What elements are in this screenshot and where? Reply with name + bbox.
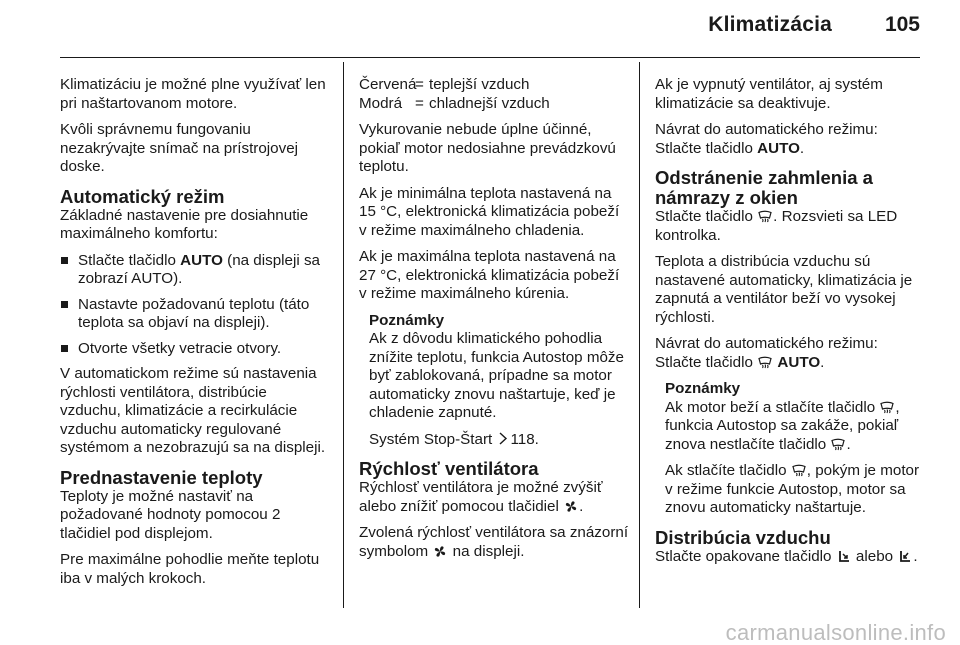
legend-red-value: teplejší vzduch	[429, 76, 530, 93]
legend-equals: =	[415, 76, 424, 93]
column-divider	[343, 62, 344, 608]
watermark: carmanualsonline.info	[725, 619, 946, 645]
column-right	[655, 76, 923, 574]
paragraph: Stlačte opakovane tlačidlo alebo .	[655, 547, 918, 565]
note-text: Ak stlačíte tlačidlo , pokým je motor v režime funkcie Autostop, motor sa znovu automaticky naštartuje.	[665, 462, 920, 516]
heading-air-distribution: Distribúcia vzduchu	[655, 526, 831, 548]
column-left	[60, 76, 330, 596]
paragraph: Klimatizáciu je možné plne využívať len pri naštartovanom motore.	[60, 76, 326, 112]
list-item: Otvorte všetky vetracie otvory.	[60, 340, 330, 359]
paragraph: Vykurovanie nebude úplne účinné, pokiaľ motor nedosiahne prevádzkovú teplotu.	[359, 121, 616, 175]
bullet-icon	[61, 345, 68, 352]
legend-blue-value: chladnejší vzduch	[429, 94, 550, 112]
paragraph: Ak je maximálna teplota nastavená na 27 °C, elektronická klimatizácia pobeží v režime maximálneho kúrenia.	[359, 248, 620, 302]
paragraph: Pre maximálne pohodlie meňte teplotu iba v malých krokoch.	[60, 551, 320, 587]
paragraph: Teplota a distribúcia vzduchu sú nastavené automaticky, klimatizácia je zapnutá a ventilátor beží vo vysokej rýchlosti.	[655, 253, 913, 326]
heading-temperature-preset: Prednastavenie teploty	[60, 466, 263, 488]
windshield-defrost-icon	[758, 210, 772, 223]
fan-icon	[564, 500, 578, 513]
windshield-defrost-icon	[880, 401, 894, 414]
paragraph: Ak je minimálna teplota nastavená na 15 °C, elektronická klimatizácia pobeží v režime maximálneho chladenia.	[359, 184, 620, 239]
header-divider	[60, 57, 920, 58]
paragraph: Stlačte tlačidlo . Rozsvieti sa LED kontrolka.	[655, 208, 898, 244]
keyword-auto: AUTO	[757, 139, 800, 157]
windshield-defrost-icon	[758, 356, 772, 369]
note-title: Poznámky	[665, 380, 741, 397]
windshield-defrost-icon	[792, 464, 806, 477]
paragraph: Kvôli správnemu fungovaniu nezakrývajte snímač na prístrojovej doske.	[60, 121, 299, 175]
paragraph: Zvolená rýchlosť ventilátora sa znázorní symbolom na displeji.	[359, 524, 629, 560]
paragraph: Návrat do automatického režimu: Stlačte tlačidlo AUTO.	[655, 335, 878, 371]
paragraph: Teploty je možné nastaviť na požadované hodnoty pomocou 2 tlačidiel pod displejom.	[60, 487, 281, 542]
paragraph: Návrat do automatického režimu: Stlačte tlačidlo AUTO.	[655, 121, 878, 157]
bullet-icon	[61, 257, 68, 264]
bullet-list	[60, 252, 330, 359]
bullet-icon	[61, 301, 68, 308]
page-header	[0, 0, 960, 58]
windshield-defrost-icon	[831, 438, 845, 451]
keyword-auto: AUTO	[777, 353, 821, 371]
column-middle	[359, 76, 629, 569]
paragraph: Základné nastavenie pre dosiahnutie maximálneho komfortu:	[60, 206, 309, 242]
paragraph: Rýchlosť ventilátora je možné zvýšiť alebo znížiť pomocou tlačidiel .	[359, 479, 603, 515]
fan-icon	[433, 545, 447, 558]
note-text: Ak z dôvodu klimatického pohodlia znížite teplotu, funkcia Autostop môže byť zablokovaná, prípadne sa motor automaticky znovu naštartuje, keď je chladenie zapnuté.	[369, 330, 624, 421]
list-item: Nastavte požadovanú teplotu (táto teplota sa objaví na displeji).	[60, 296, 330, 333]
air-distribution-up-icon	[837, 550, 851, 563]
column-divider	[639, 62, 640, 608]
note-title: Poznámky	[369, 311, 445, 329]
paragraph: Ak je vypnutý ventilátor, aj systém klimatizácie sa deaktivuje.	[655, 76, 883, 112]
page-reference-arrow-icon	[498, 432, 508, 445]
legend-equals: =	[415, 94, 424, 112]
color-legend-table	[359, 76, 629, 113]
keyword-auto: AUTO	[180, 251, 223, 269]
page-title: Klimatizácia	[708, 13, 832, 36]
heading-fan-speed: Rýchlosť ventilátora	[359, 458, 539, 479]
page-number: 105	[884, 13, 920, 36]
heading-defrost: Odstránenie zahmlenia a námrazy z okien	[655, 167, 873, 208]
legend-blue-label: Modrá	[359, 94, 403, 112]
legend-red-label: Červená	[359, 76, 417, 93]
note-text: Ak motor beží a stlačíte tlačidlo , funkcia Autostop sa zakáže, pokiaľ znova nestlačíte tlačidlo .	[665, 398, 900, 453]
note-box	[369, 312, 629, 450]
heading-automatic-mode: Automatický režim	[60, 185, 225, 207]
list-item: Stlačte tlačidlo AUTO (na displeji sa zobrazí AUTO).	[60, 252, 330, 289]
paragraph: V automatickom režime sú nastavenia rýchlosti ventilátora, distribúcie vzduchu, klimatizácie a recirkulácie vzduchu automaticky regulované systémom a nezobrazujú sa na displeji.	[60, 365, 326, 456]
note-reference: Systém Stop-Štart 118.	[369, 430, 539, 448]
note-box	[665, 380, 923, 518]
air-distribution-down-icon	[898, 550, 912, 563]
